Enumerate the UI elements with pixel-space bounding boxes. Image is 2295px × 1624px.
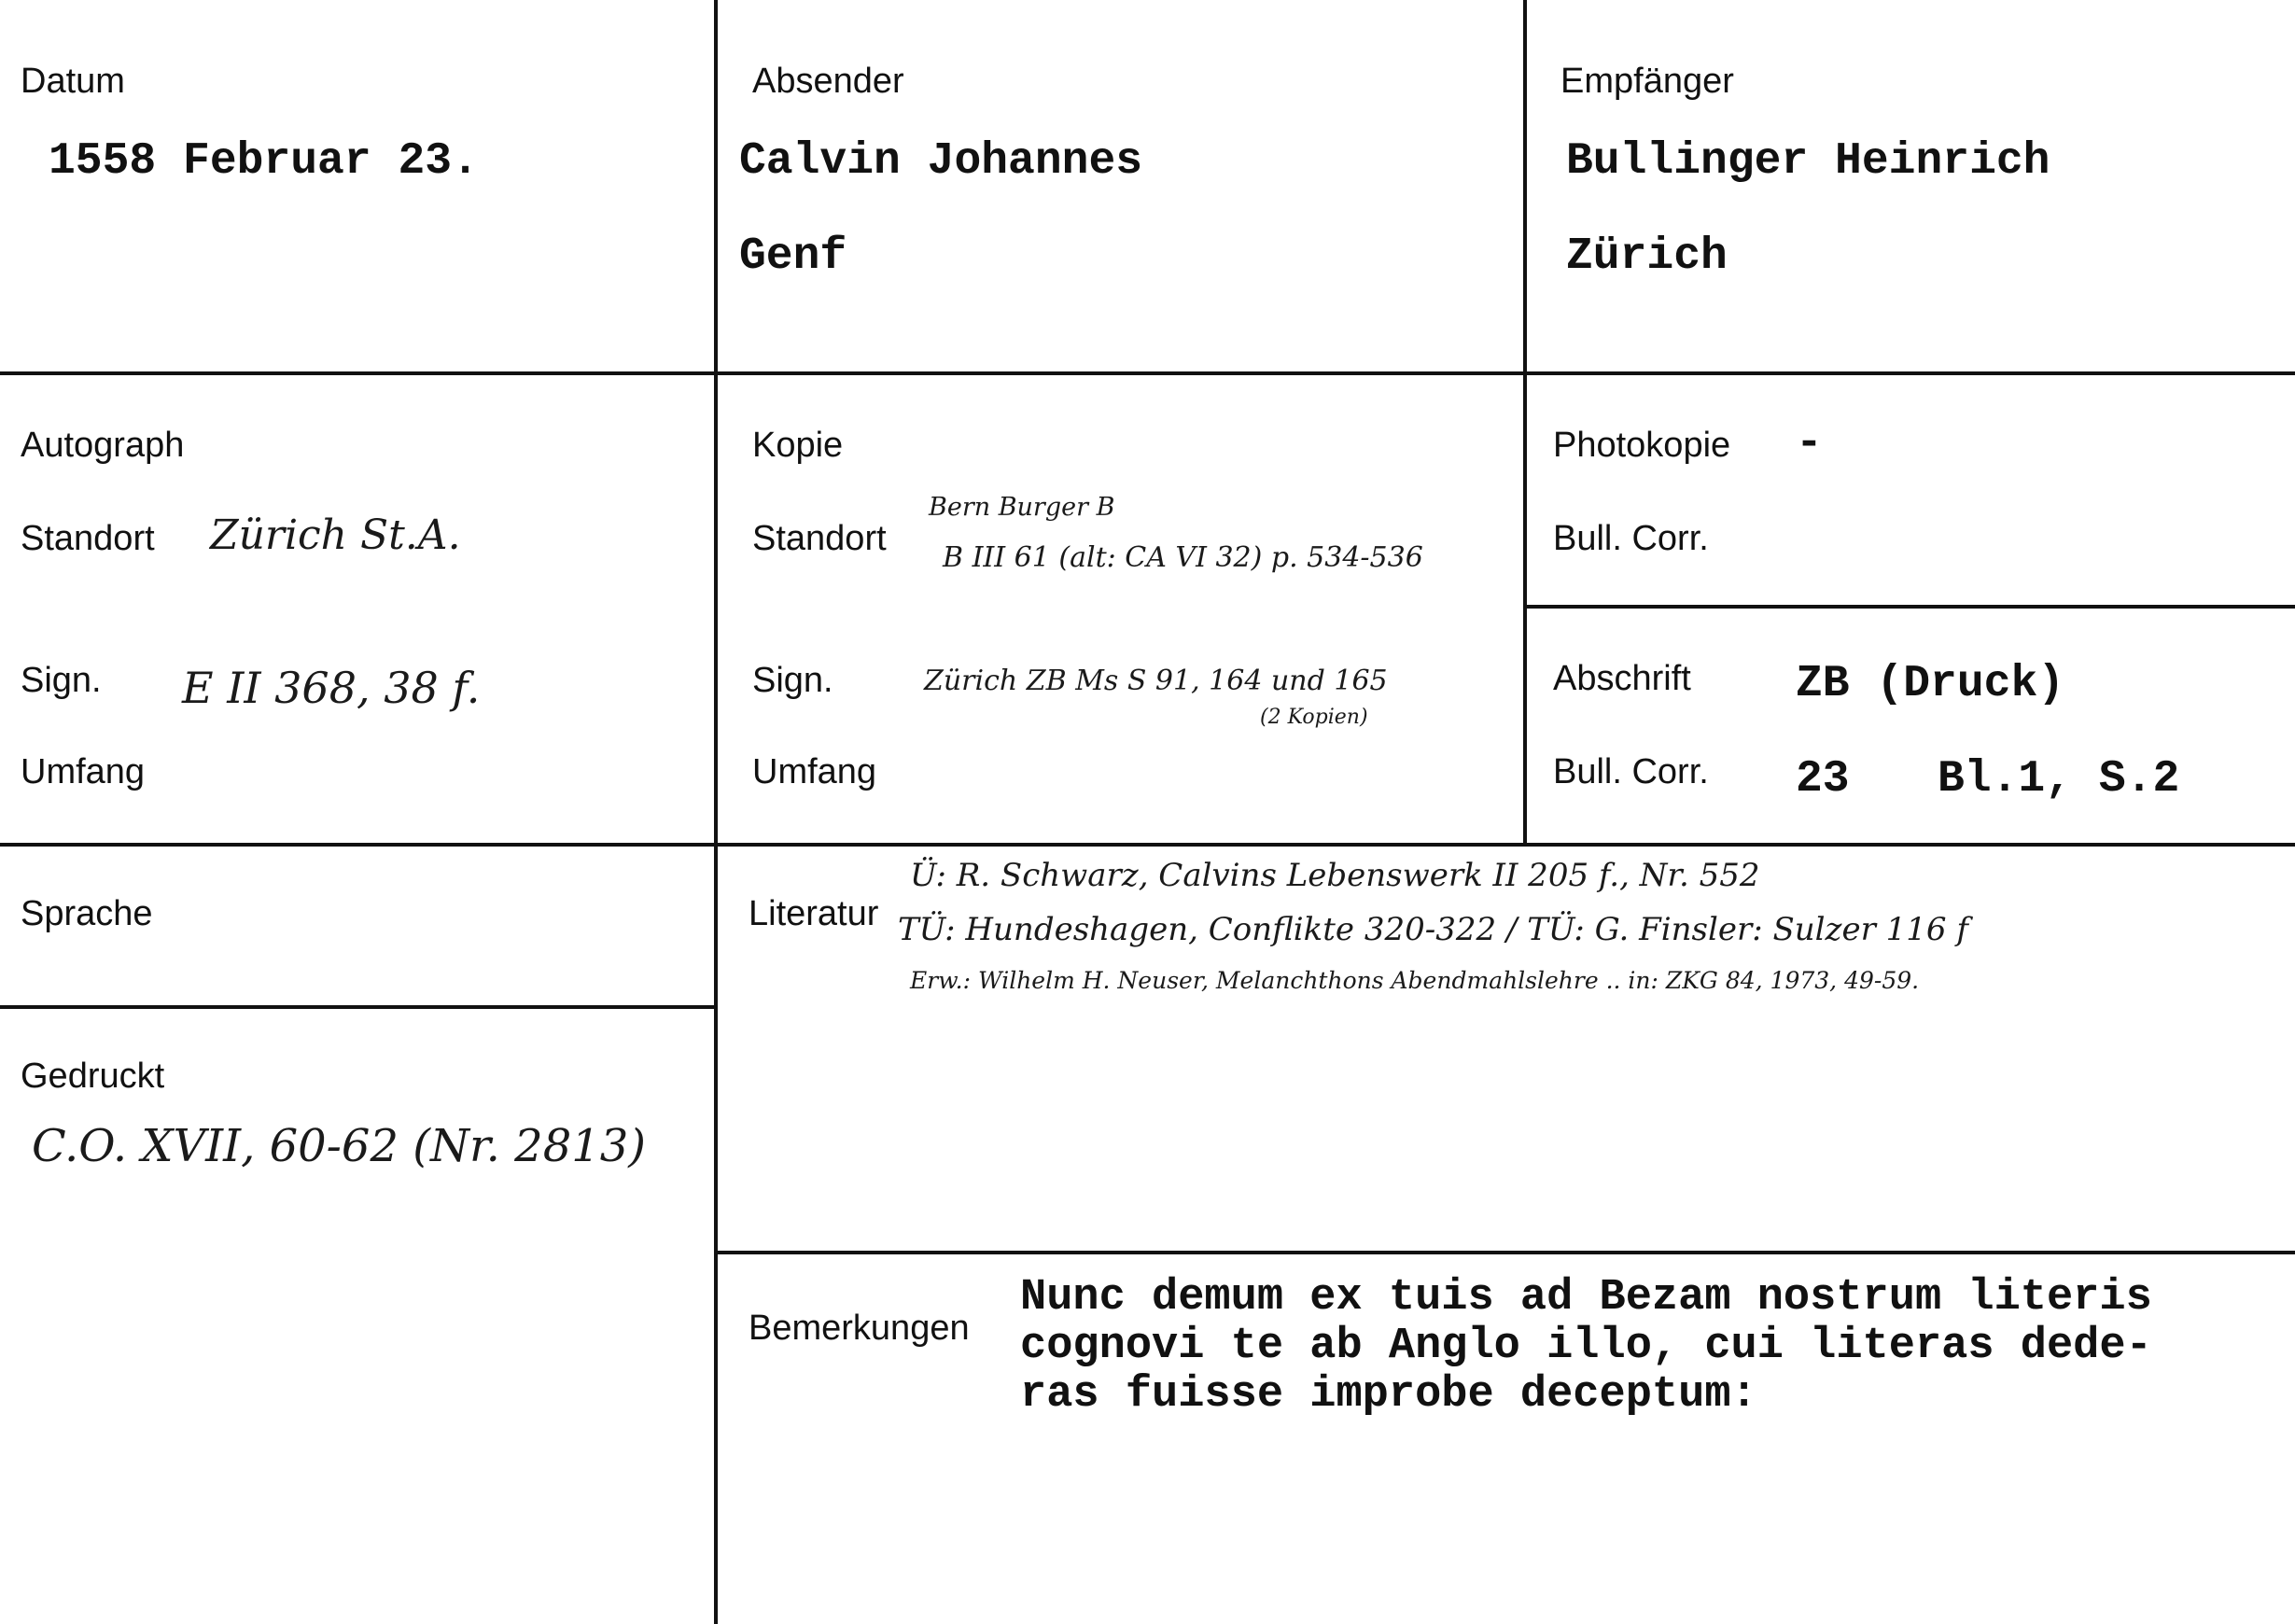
rule-horizontal-sprache — [0, 1005, 716, 1009]
rule-horizontal-1 — [0, 371, 2295, 375]
abschrift-label: Abschrift — [1553, 659, 1691, 698]
kopie-umfang-label: Umfang — [752, 752, 877, 791]
kopie-sign-label: Sign. — [752, 661, 833, 700]
rule-vertical-left — [714, 0, 718, 1624]
kopie-standort-label: Standort — [752, 519, 887, 558]
kopie-standort-line2: B III 61 (alt: CA VI 32) p. 534-536 — [943, 541, 1423, 574]
autograph-standort-value: Zürich St.A. — [210, 511, 461, 559]
photokopie-label: Photokopie — [1553, 426, 1731, 465]
rule-horizontal-2 — [0, 843, 2295, 847]
empfaenger-name: Bullinger Heinrich — [1566, 136, 2050, 187]
kopie-sign-value: Zürich ZB Ms S 91, 164 und 165 — [924, 665, 1388, 697]
literatur-label: Literatur — [749, 894, 879, 933]
gedruckt-label: Gedruckt — [21, 1057, 165, 1096]
literatur-line-2: TÜ: Hundeshagen, Conflikte 320-322 / TÜ: G. Finsler: Sulzer 116 f — [898, 911, 1968, 948]
empfaenger-label: Empfänger — [1560, 62, 1734, 101]
rule-horizontal-abschrift — [1523, 605, 2295, 609]
bemerkungen-label: Bemerkungen — [749, 1309, 970, 1348]
autograph-standort-label: Standort — [21, 519, 155, 558]
datum-label: Datum — [21, 62, 125, 101]
absender-name: Calvin Johannes — [739, 136, 1143, 187]
bemerkungen-text: Nunc demum ex tuis ad Bezam nostrum literis cognovi te ab Anglo illo, cui literas dede- ras fuisse improbe deceptum: — [1020, 1273, 2152, 1420]
empfaenger-place: Zürich — [1566, 231, 1728, 282]
autograph-sign-value: E II 368, 38 f. — [182, 663, 481, 713]
literatur-line-1: Ü: R. Schwarz, Calvins Lebenswerk II 205 f., Nr. 552 — [910, 857, 1760, 894]
sprache-label: Sprache — [21, 894, 153, 933]
autograph-umfang-label: Umfang — [21, 752, 146, 791]
kopie-sign-note: (2 Kopien) — [1260, 706, 1368, 729]
abschrift-bull-ref: Bl.1, S.2 — [1938, 754, 2180, 805]
literatur-line-3: Erw.: Wilhelm H. Neuser, Melanchthons Abendmahlslehre .. in: ZKG 84, 1973, 49-59. — [910, 967, 1920, 994]
kopie-standort-line1: Bern Burger B — [929, 493, 1115, 522]
datum-value: 1558 Februar 23. — [49, 136, 479, 187]
abschrift-value: ZB (Druck) — [1796, 659, 2065, 709]
gedruckt-value: C.O. XVII, 60-62 (Nr. 2813) — [32, 1120, 647, 1172]
absender-label: Absender — [752, 62, 904, 101]
absender-place: Genf — [739, 231, 847, 282]
abschrift-bull-label: Bull. Corr. — [1553, 752, 1709, 791]
kopie-label: Kopie — [752, 426, 844, 465]
photokopie-value: - — [1796, 418, 1823, 469]
abschrift-bull-num: 23 — [1796, 754, 1850, 805]
rule-vertical-right — [1523, 0, 1527, 845]
autograph-sign-label: Sign. — [21, 661, 102, 700]
rule-horizontal-bemerkungen — [716, 1251, 2295, 1254]
photokopie-bull-label: Bull. Corr. — [1553, 519, 1709, 558]
autograph-label: Autograph — [21, 426, 185, 465]
